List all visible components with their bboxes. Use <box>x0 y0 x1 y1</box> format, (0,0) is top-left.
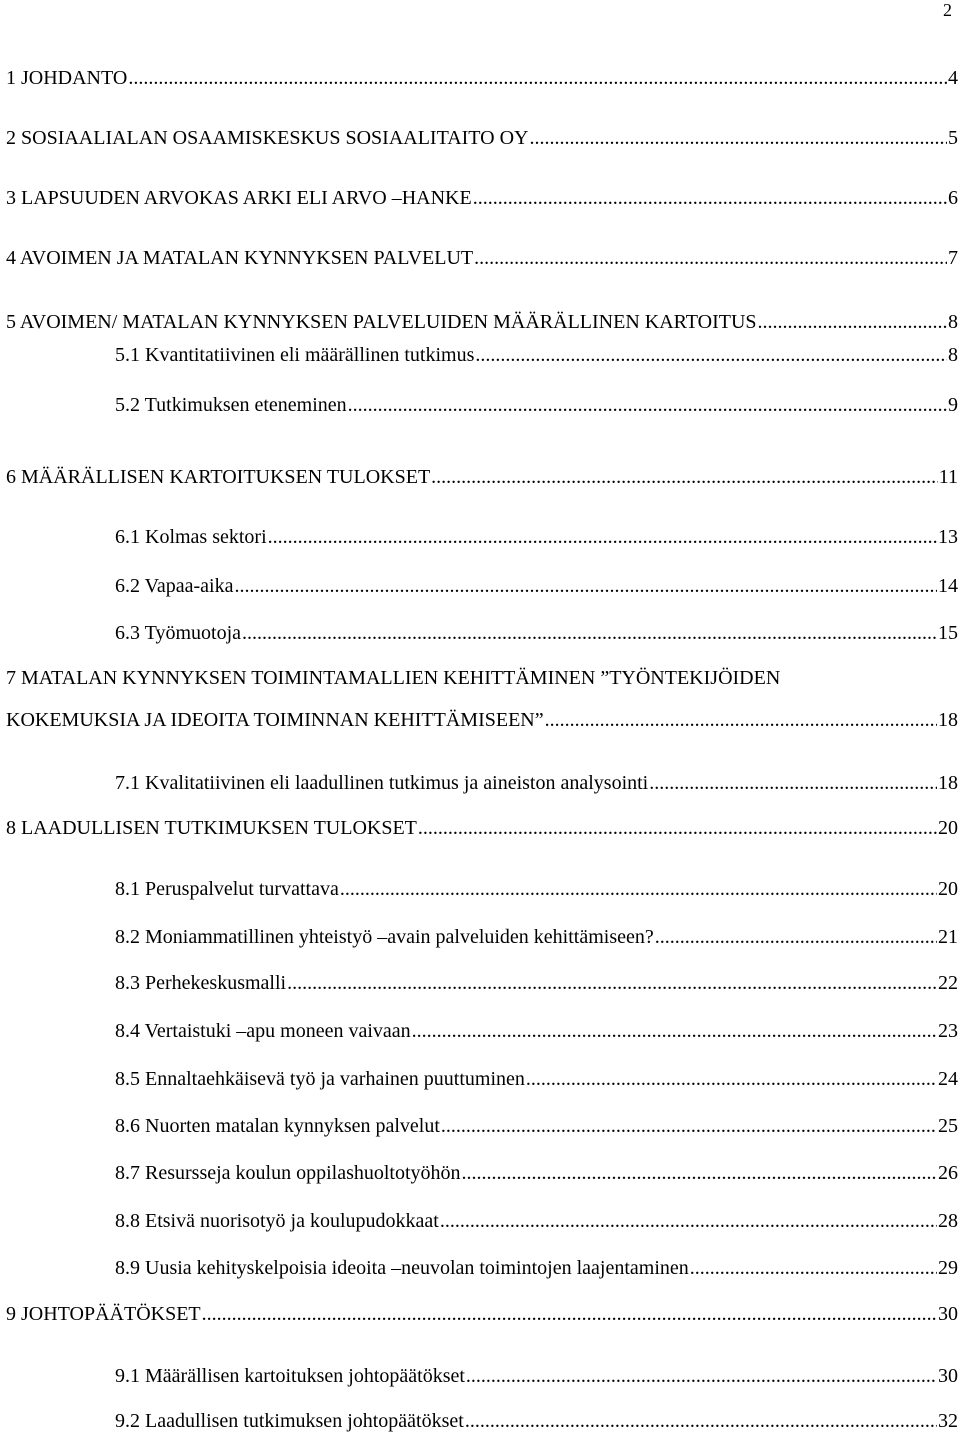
toc-entry-1[interactable] <box>6 63 958 93</box>
toc-entry-7[interactable] <box>6 705 958 735</box>
toc-entry-title: 9.1 Määrällisen kartoituksen johtopäätökset <box>115 1365 465 1387</box>
toc-entry-title: 3 LAPSUUDEN ARVOKAS ARKI ELI ARVO –HANKE <box>6 187 472 209</box>
toc-dot-leader <box>202 1299 937 1329</box>
toc-entry-9[interactable] <box>6 1299 958 1329</box>
toc-dot-leader <box>545 705 937 735</box>
toc-dot-leader <box>348 390 947 420</box>
toc-entry-title: 5.1 Kvantitatiivinen eli määrällinen tutkimus <box>115 344 475 366</box>
toc-entry-6-1[interactable] <box>115 522 958 552</box>
toc-entry-page: 7 <box>948 247 958 269</box>
toc-dot-leader <box>466 1361 937 1391</box>
toc-entry-page: 24 <box>938 1068 958 1090</box>
toc-entry-8-7[interactable] <box>115 1158 958 1188</box>
toc-entry-page: 18 <box>938 772 958 794</box>
toc-entry-7-line1[interactable]: 7 MATALAN KYNNYKSEN TOIMINTAMALLIEN KEHITTÄMINEN ”TYÖNTEKIJÖIDEN <box>6 667 781 689</box>
toc-entry-page: 6 <box>948 187 958 209</box>
toc-dot-leader <box>473 183 947 213</box>
toc-entry-5-1[interactable] <box>115 340 958 370</box>
toc-entry-6-2[interactable] <box>115 571 958 601</box>
page-number: 2 <box>943 0 952 20</box>
toc-dot-leader <box>234 571 937 601</box>
toc-entry-title: 9.2 Laadullisen tutkimuksen johtopäätökset <box>115 1410 464 1432</box>
toc-dot-leader <box>465 1406 937 1436</box>
toc-entry-8-1[interactable] <box>115 874 958 904</box>
toc-entry-title: 8.2 Moniammatillinen yhteistyö –avain palveluiden kehittämiseen? <box>115 926 654 948</box>
toc-entry-page: 20 <box>938 878 958 900</box>
toc-entry-4[interactable] <box>6 243 958 273</box>
toc-entry-title: 8.4 Vertaistuki –apu moneen vaivaan <box>115 1020 411 1042</box>
toc-entry-2[interactable] <box>6 123 958 153</box>
toc-entry-page: 8 <box>948 311 958 333</box>
toc-entry-8-6[interactable] <box>115 1111 958 1141</box>
toc-entry-title: 8.6 Nuorten matalan kynnyksen palvelut <box>115 1115 440 1137</box>
toc-entry-title: 8.9 Uusia kehityskelpoisia ideoita –neuvolan toimintojen laajentaminen <box>115 1257 689 1279</box>
toc-entry-7-1[interactable] <box>115 768 958 798</box>
toc-entry-page: 14 <box>938 575 958 597</box>
toc-dot-leader <box>441 1111 937 1141</box>
toc-dot-leader <box>690 1253 937 1283</box>
toc-entry-page: 18 <box>938 709 958 731</box>
toc-entry-title: 6.3 Työmuotoja <box>115 622 242 644</box>
toc-entry-8-9[interactable] <box>115 1253 958 1283</box>
toc-dot-leader <box>128 63 947 93</box>
toc-entry-page: 28 <box>938 1210 958 1232</box>
toc-dot-leader <box>475 340 947 370</box>
toc-dot-leader <box>287 968 937 998</box>
toc-entry-title: 8.1 Peruspalvelut turvattava <box>115 878 339 900</box>
toc-dot-leader <box>758 307 947 337</box>
toc-entry-title: 8.7 Resursseja koulun oppilashuoltotyöhön <box>115 1162 461 1184</box>
toc-dot-leader <box>474 243 947 273</box>
toc-dot-leader <box>412 1016 937 1046</box>
toc-entry-page: 9 <box>948 394 958 416</box>
toc-entry-page: 8 <box>948 344 958 366</box>
toc-dot-leader <box>431 462 938 492</box>
toc-entry-page: 21 <box>938 926 958 948</box>
toc-dot-leader <box>530 123 948 153</box>
toc-entry-title: 5.2 Tutkimuksen eteneminen <box>115 394 347 416</box>
toc-entry-page: 4 <box>948 67 958 89</box>
toc-entry-title: 9 JOHTOPÄÄTÖKSET <box>6 1303 201 1325</box>
toc-entry-9-1[interactable] <box>115 1361 958 1391</box>
toc-dot-leader <box>526 1064 937 1094</box>
toc-entry-8-8[interactable] <box>115 1206 958 1236</box>
toc-entry-title: 4 AVOIMEN JA MATALAN KYNNYKSEN PALVELUT <box>6 247 474 269</box>
toc-entry-title: 5 AVOIMEN/ MATALAN KYNNYKSEN PALVELUIDEN MÄÄRÄLLINEN KARTOITUS <box>6 311 757 333</box>
toc-entry-page: 15 <box>938 622 958 644</box>
toc-entry-page: 11 <box>938 466 958 488</box>
toc-dot-leader <box>655 922 937 952</box>
toc-entry-title: 7.1 Kvalitatiivinen eli laadullinen tutkimus ja aineiston analysointi <box>115 772 649 794</box>
toc-dot-leader <box>268 522 937 552</box>
toc-entry-title: 8.8 Etsivä nuorisotyö ja koulupudokkaat <box>115 1210 439 1232</box>
toc-entry-page: 13 <box>938 526 958 548</box>
toc-entry-3[interactable] <box>6 183 958 213</box>
toc-entry-page: 32 <box>938 1410 958 1432</box>
toc-entry-title: 6.2 Vapaa-aika <box>115 575 234 597</box>
toc-dot-leader <box>440 1206 937 1236</box>
toc-entry-6[interactable] <box>6 462 958 492</box>
toc-entry-title: 2 SOSIAALIALAN OSAAMISKESKUS SOSIAALITAITO OY <box>6 127 529 149</box>
toc-dot-leader <box>418 813 937 843</box>
toc-entry-8-3[interactable] <box>115 968 958 998</box>
toc-entry-8[interactable] <box>6 813 958 843</box>
toc-entry-page: 22 <box>938 972 958 994</box>
toc-entry-page: 26 <box>938 1162 958 1184</box>
toc-entry-8-4[interactable] <box>115 1016 958 1046</box>
toc-entry-8-2[interactable] <box>115 922 958 952</box>
toc-dot-leader <box>462 1158 937 1188</box>
toc-entry-6-3[interactable] <box>115 618 958 648</box>
toc-entry-5[interactable] <box>6 307 958 337</box>
toc-dot-leader <box>242 618 937 648</box>
toc-entry-title: 6 MÄÄRÄLLISEN KARTOITUKSEN TULOKSET <box>6 466 431 488</box>
toc-entry-title: 6.1 Kolmas sektori <box>115 526 267 548</box>
toc-dot-leader <box>340 874 937 904</box>
toc-entry-8-5[interactable] <box>115 1064 958 1094</box>
toc-entry-title: 8.3 Perhekeskusmalli <box>115 972 287 994</box>
toc-entry-page: 29 <box>938 1257 958 1279</box>
toc-entry-page: 25 <box>938 1115 958 1137</box>
toc-entry-title: KOKEMUKSIA JA IDEOITA TOIMINNAN KEHITTÄMISEEN” <box>6 709 544 731</box>
toc-entry-5-2[interactable] <box>115 390 958 420</box>
toc-entry-page: 5 <box>948 127 958 149</box>
toc-entry-title: 8 LAADULLISEN TUTKIMUKSEN TULOKSET <box>6 817 417 839</box>
toc-entry-page: 30 <box>938 1303 958 1325</box>
toc-entry-page: 30 <box>938 1365 958 1387</box>
toc-entry-page: 20 <box>938 817 958 839</box>
toc-entry-title: 1 JOHDANTO <box>6 67 128 89</box>
toc-entry-title: 8.5 Ennaltaehkäisevä työ ja varhainen puuttuminen <box>115 1068 525 1090</box>
toc-dot-leader <box>649 768 937 798</box>
toc-entry-9-2[interactable] <box>115 1406 958 1436</box>
toc-entry-page: 23 <box>938 1020 958 1042</box>
